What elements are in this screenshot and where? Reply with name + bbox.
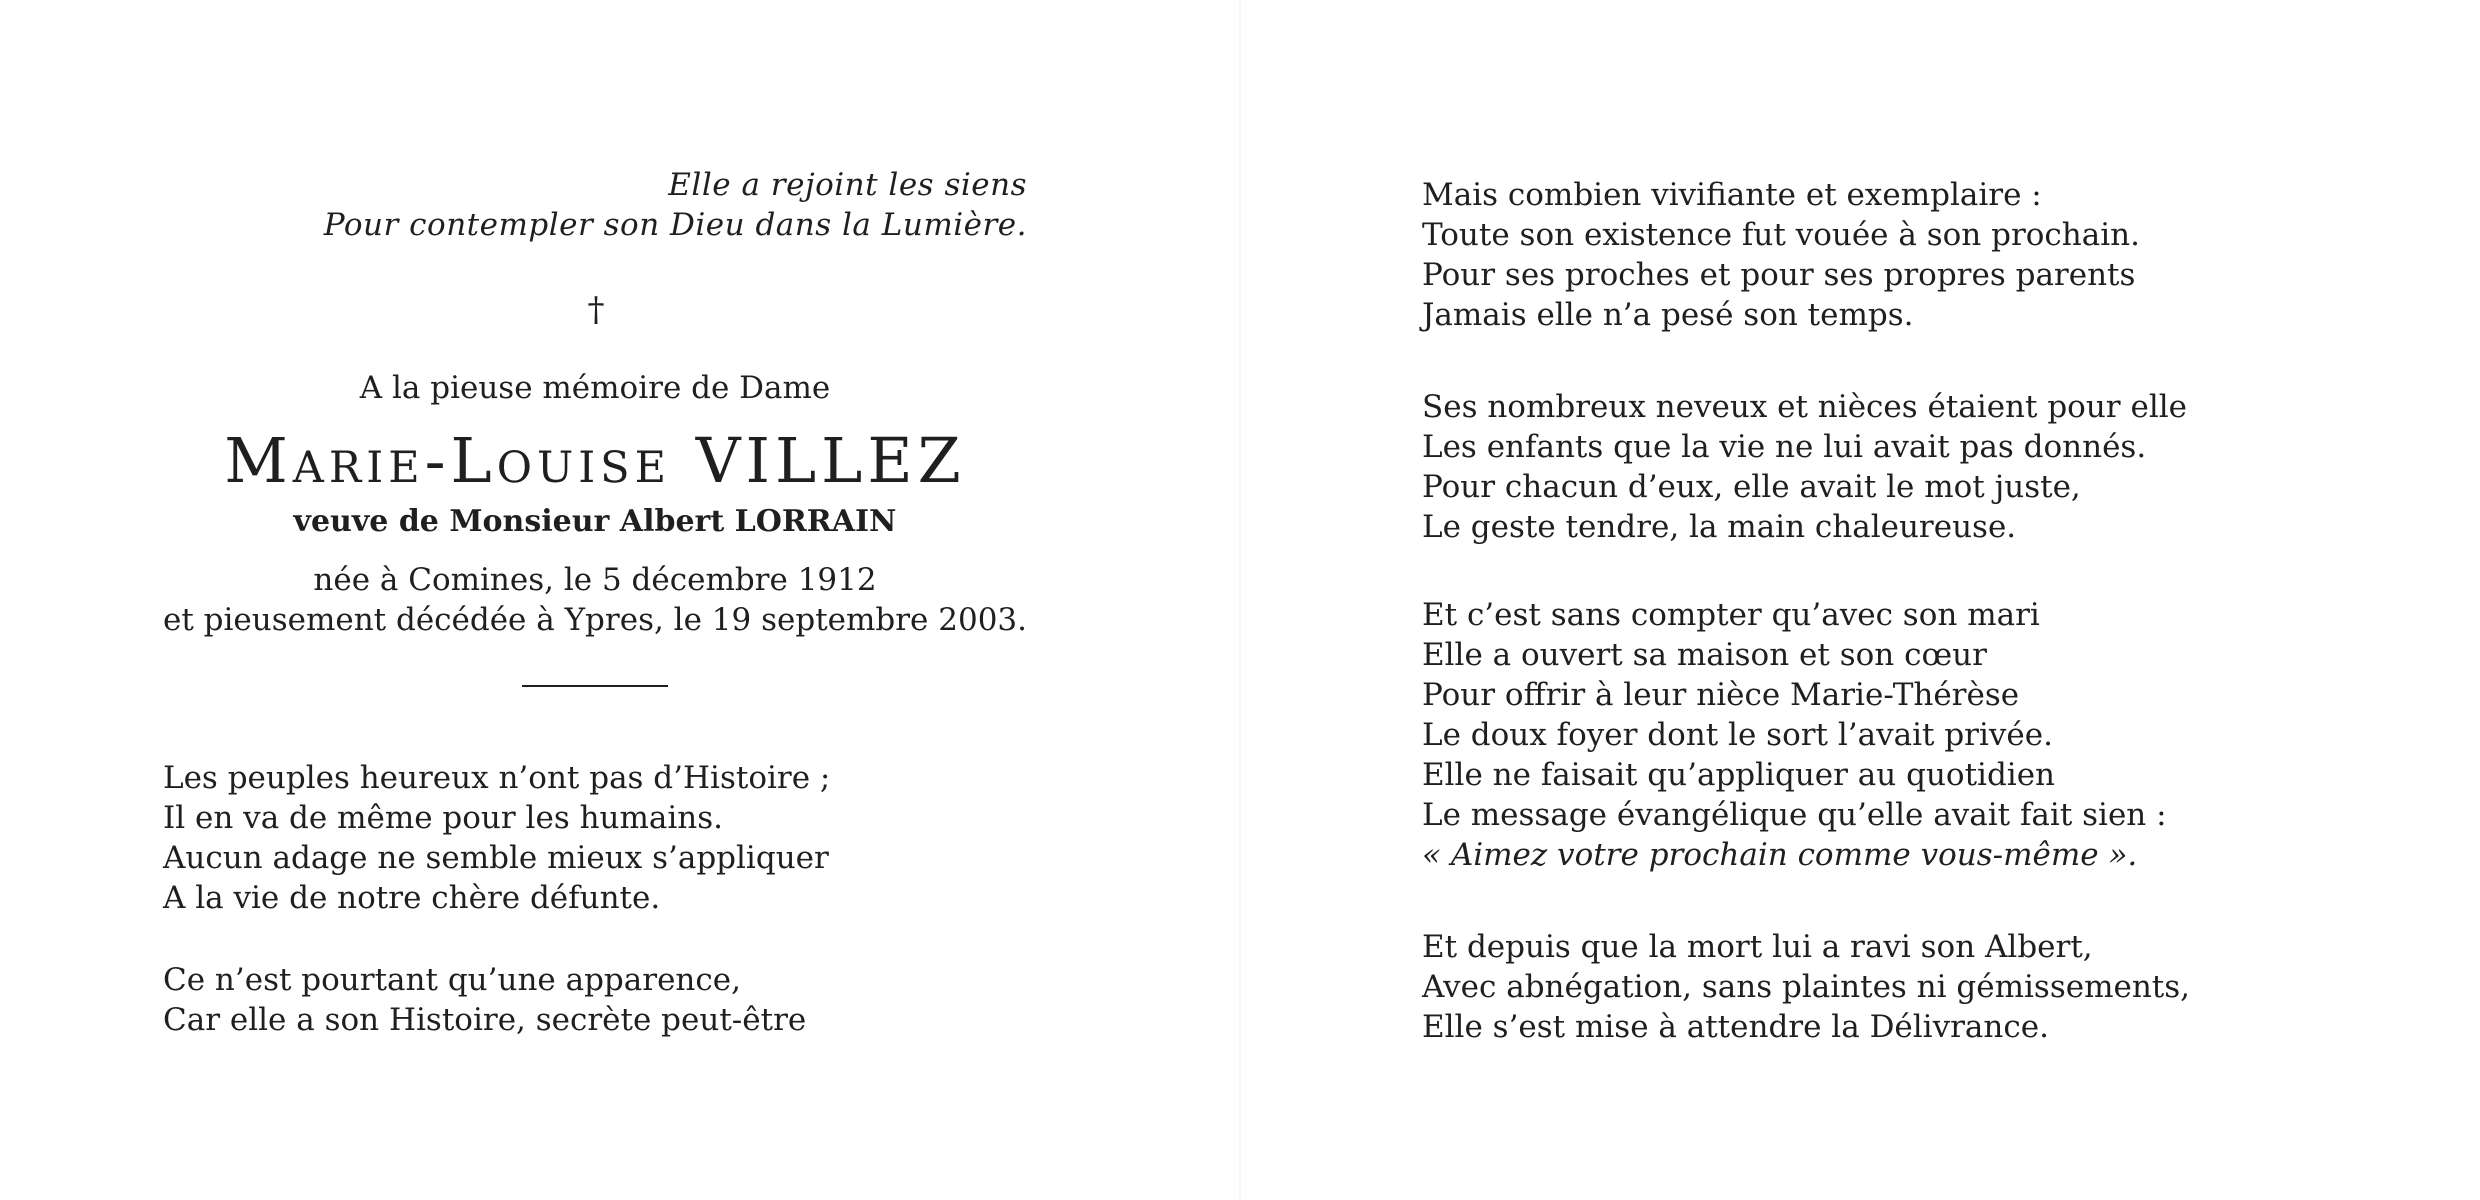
- poem-line: Et c’est sans compter qu’avec son mari: [1422, 597, 2040, 633]
- poem-line: Elle s’est mise à attendre la Délivrance.: [1422, 1009, 2049, 1045]
- poem-line: Et depuis que la mort lui a ravi son Albert,: [1422, 929, 2093, 965]
- epigraph: [324, 165, 1027, 245]
- poem-stanza: [163, 960, 806, 1040]
- poem-stanza: [163, 758, 830, 918]
- memorial-intro: A la pieuse mémoire de Dame: [359, 370, 831, 406]
- poem-line: Aucun adage ne semble mieux s’appliquer: [163, 840, 829, 876]
- poem-stanza: [1422, 387, 2187, 547]
- poem-line: Car elle a son Histoire, secrète peut-être: [163, 1002, 807, 1038]
- poem-stanza: [1422, 927, 2190, 1047]
- poem-line: Les peuples heureux n’ont pas d’Histoire ;: [163, 760, 831, 796]
- poem-line: Ce n’est pourtant qu’une apparence,: [163, 962, 741, 998]
- poem-line: Toute son existence fut vouée à son prochain.: [1422, 217, 2140, 253]
- poem-line: Il en va de même pour les humains.: [163, 800, 724, 836]
- poem-line: Le message évangélique qu’elle avait fait sien :: [1422, 797, 2167, 833]
- poem-line: Elle ne faisait qu’appliquer au quotidien: [1422, 757, 2056, 793]
- cross-icon: †: [587, 290, 605, 330]
- poem-stanza: [1422, 595, 2167, 875]
- poem-line: Le geste tendre, la main chaleureuse.: [1422, 509, 2017, 545]
- death-line: et pieusement décédée à Ypres, le 19 septembre 2003.: [162, 602, 1028, 638]
- poem-line: Le doux foyer dont le sort l’avait privée.: [1422, 717, 2053, 753]
- birth-line: née à Comines, le 5 décembre 1912: [313, 562, 877, 598]
- divider: [522, 685, 668, 687]
- memorial-header: [90, 368, 1100, 640]
- poem-line: A la vie de notre chère défunte.: [163, 880, 661, 916]
- poem-line: Jamais elle n’a pesé son temps.: [1422, 297, 1914, 333]
- poem-line: Elle a ouvert sa maison et son cœur: [1422, 637, 1987, 673]
- right-page: [1240, 0, 2480, 1200]
- poem-stanza: [1422, 175, 2140, 335]
- gospel-quote: « Aimez votre prochain comme vous-même ».: [1422, 837, 2138, 873]
- epigraph-line: Elle a rejoint les siens: [668, 167, 1027, 203]
- poem-line: Les enfants que la vie ne lui avait pas donnés.: [1422, 429, 2147, 465]
- epigraph-line: Pour contempler son Dieu dans la Lumière.: [323, 207, 1027, 243]
- deceased-name: Marie-Louise VILLEZ: [224, 424, 966, 497]
- poem-line: Avec abnégation, sans plaintes ni gémissements,: [1422, 969, 2191, 1005]
- poem-line: Ses nombreux neveux et nièces étaient pour elle: [1422, 389, 2187, 425]
- poem-line: Pour ses proches et pour ses propres parents: [1422, 257, 2136, 293]
- widow-of: veuve de Monsieur Albert LORRAIN: [293, 504, 897, 539]
- poem-line: Pour chacun d’eux, elle avait le mot juste,: [1422, 469, 2081, 505]
- poem-line: Mais combien vivifiante et exemplaire :: [1422, 177, 2042, 213]
- poem-line: Pour offrir à leur nièce Marie-Thérèse: [1422, 677, 2020, 713]
